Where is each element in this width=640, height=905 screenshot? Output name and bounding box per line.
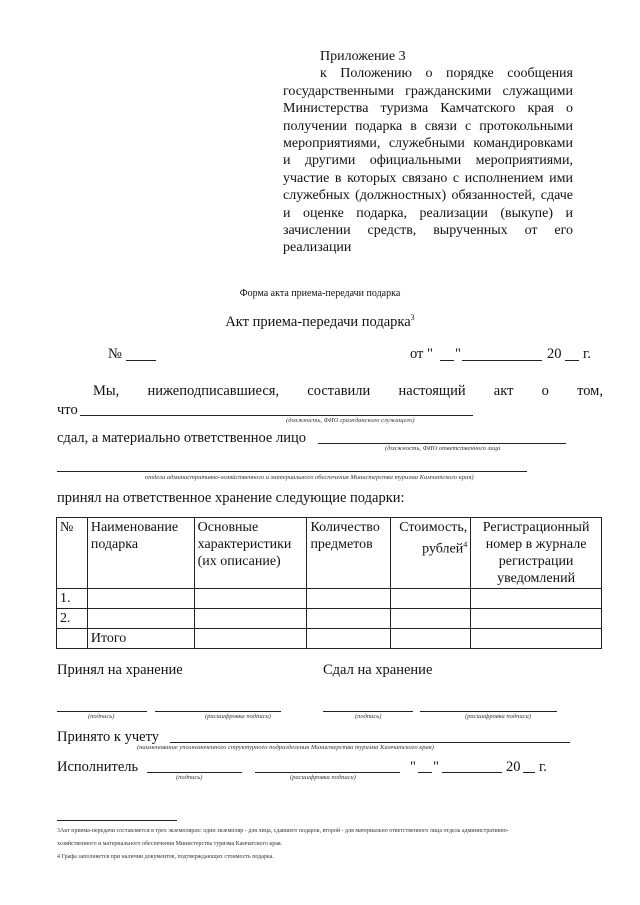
caption-signature: (подпись)	[88, 713, 115, 720]
table-cell[interactable]	[194, 589, 307, 609]
intro-word: том,	[577, 383, 603, 399]
act-title-footnote-ref: 3	[410, 313, 415, 322]
executor-label: Исполнитель	[57, 759, 139, 775]
act-title	[0, 313, 640, 331]
table-cell[interactable]	[391, 629, 471, 649]
handed-over-label: Сдал на хранение	[323, 662, 433, 678]
footnote-3-cont: хозяйственного и материального обеспечения Министерства туризма Камчатского края.	[57, 841, 283, 847]
header-cost-text: Стоимость, рублей	[399, 520, 468, 557]
table-cell	[57, 629, 88, 649]
caption-decoding: (расшифровка подписи)	[205, 713, 271, 720]
table-row	[57, 589, 602, 609]
accounted-label: Принято к учету	[57, 729, 159, 745]
handed-signature-field[interactable]	[323, 711, 413, 712]
received-label: Принял на хранение	[57, 662, 183, 678]
table-header-row	[57, 518, 602, 589]
executor-year-prefix: 20	[506, 759, 521, 775]
receiver-field[interactable]	[318, 443, 566, 444]
executor-month-field[interactable]	[442, 772, 502, 773]
table-cell[interactable]	[471, 589, 602, 609]
date-middle: "	[455, 346, 461, 362]
row-number: 2.	[57, 609, 88, 629]
header-cell: Основные характеристики (их описание)	[194, 518, 307, 589]
executor-caption-signature: (подпись)	[176, 774, 203, 781]
table-cell[interactable]	[307, 589, 391, 609]
intro-that: что	[57, 402, 78, 418]
caption-decoding: (расшифровка подписи)	[465, 713, 531, 720]
table-cell[interactable]	[194, 629, 307, 649]
date-year-prefix: 20	[547, 346, 562, 362]
cost-footnote-ref: 4	[463, 540, 468, 549]
accounted-caption: (наименование уполномоченного структурного подразделения Министерства туризма Камчатского края)	[137, 744, 434, 751]
caption-signature: (подпись)	[355, 713, 382, 720]
table-cell[interactable]	[307, 629, 391, 649]
total-label: Итого	[87, 629, 194, 649]
gifts-table	[56, 517, 602, 649]
executor-date-quote: "	[410, 759, 416, 775]
handed-decoding-field[interactable]	[420, 711, 557, 712]
receiver-caption: (должность, ФИО ответственного лица	[385, 445, 501, 452]
executor-decoding-field[interactable]	[255, 772, 400, 773]
intro-word: Мы,	[93, 383, 120, 399]
intro-word: настоящий	[398, 383, 466, 399]
received-signature-field[interactable]	[57, 711, 147, 712]
date-day-field[interactable]	[440, 360, 454, 361]
number-field[interactable]	[126, 360, 156, 361]
accepted-text: принял на ответственное хранение следующие подарки:	[57, 490, 405, 506]
table-cell[interactable]	[391, 589, 471, 609]
table-cell[interactable]	[391, 609, 471, 629]
table-cell[interactable]	[194, 609, 307, 629]
header-cell: Наименование подарка	[87, 518, 194, 589]
department-field[interactable]	[57, 471, 527, 472]
header-cell-cost	[391, 518, 471, 589]
executor-signature-field[interactable]	[147, 772, 242, 773]
act-title-text: Акт приема-передачи подарка	[225, 313, 411, 330]
intro-word: составили	[307, 383, 371, 399]
giver-caption: (должность, ФИО гражданского служащего)	[286, 417, 415, 424]
table-cell[interactable]	[307, 609, 391, 629]
number-label: №	[108, 346, 122, 362]
handed-label: сдал, а материально ответственное лицо	[57, 430, 306, 446]
row-number: 1.	[57, 589, 88, 609]
executor-year-field[interactable]	[523, 772, 535, 773]
department-caption: отдела административно-хозяйственного и материального обеспечения Министерства туризма Камчатского края)	[145, 474, 474, 481]
table-total-row	[57, 629, 602, 649]
appendix-heading: Приложение 3	[320, 49, 406, 64]
date-prefix: от "	[410, 346, 433, 362]
accounted-field[interactable]	[170, 742, 570, 743]
intro-line	[93, 383, 603, 400]
executor-date-quote2: "	[433, 759, 439, 775]
table-cell[interactable]	[87, 609, 194, 629]
received-decoding-field[interactable]	[155, 711, 281, 712]
table-row	[57, 609, 602, 629]
header-cell: №	[57, 518, 88, 589]
intro-word: нижеподписавшиеся,	[147, 383, 280, 399]
date-year-field[interactable]	[565, 360, 579, 361]
date-year-suffix: г.	[583, 346, 591, 362]
executor-year-suffix: г.	[539, 759, 547, 775]
table-cell[interactable]	[471, 629, 602, 649]
appendix-text: к Положению о порядке сообщения государственными гражданскими служащими Министерства туризма Камчатского края о получении подарка в связи с протокольными мероприятиями, служебными командировками и другими официальными мероприятиями, участие в которых связано с исполнением ими служебных (должностных) обязанностей, сдаче и оценке подарка, реализации (выкупе) и зачислении средств, вырученных от его реализации	[283, 66, 573, 256]
form-title: Форма акта приема-передачи подарка	[239, 288, 401, 299]
footnotes	[57, 825, 617, 864]
executor-day-field[interactable]	[418, 772, 432, 773]
intro-word: о	[541, 383, 549, 399]
footnote-separator	[57, 820, 177, 821]
table-cell[interactable]	[87, 589, 194, 609]
header-cell: Количество предметов	[307, 518, 391, 589]
header-cell: Регистрационный номер в журнале регистрации уведомлений	[471, 518, 602, 589]
appendix-block	[283, 48, 573, 257]
giver-field[interactable]	[80, 415, 473, 416]
date-month-field[interactable]	[462, 360, 542, 361]
table-cell[interactable]	[471, 609, 602, 629]
intro-word: акт	[493, 383, 514, 399]
executor-caption-decoding: (расшифровка подписи)	[290, 774, 356, 781]
footnote-3: 3Акт приема-передачи составляется в трех экземплярах: один экземпляр - для лица, сдавшего подарок, второй - для материально ответственного лица отдела административно-	[57, 828, 509, 834]
footnote-4: 4 Графа заполняется при наличии документов, подтверждающих стоимость подарка.	[57, 854, 274, 860]
